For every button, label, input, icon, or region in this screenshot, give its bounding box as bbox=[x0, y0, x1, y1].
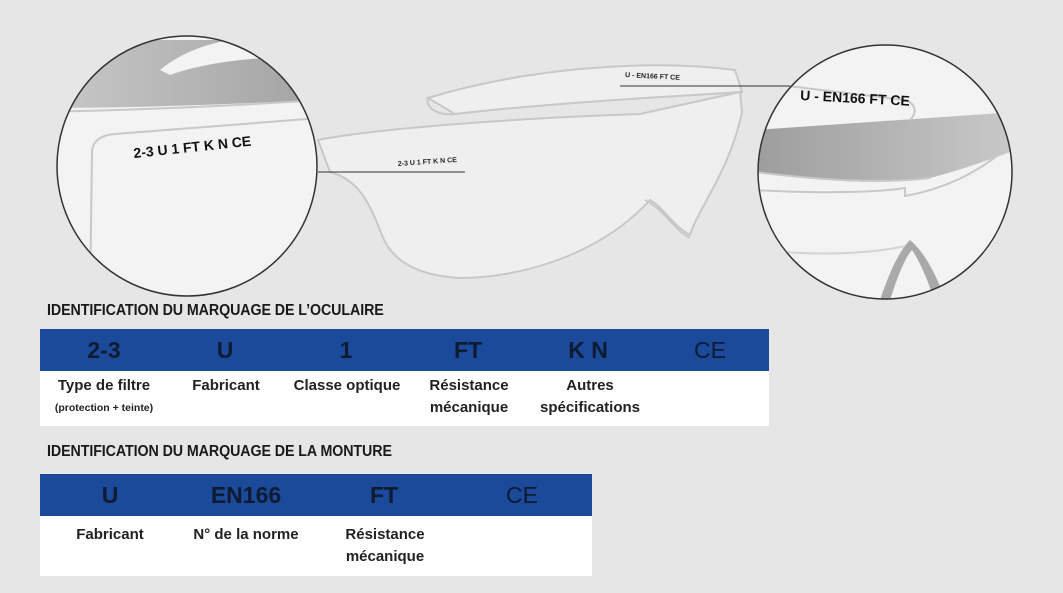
label-frame-manufacturer: Fabricant bbox=[76, 526, 144, 543]
label-manufacturer: Fabricant bbox=[192, 377, 260, 394]
label-other-specs: Autres spécifications bbox=[539, 377, 641, 416]
ce-mark: CE bbox=[694, 337, 726, 363]
ocular-marking-table bbox=[40, 329, 769, 426]
code-optical-class: 1 bbox=[339, 337, 353, 363]
frame-marking-small: U - EN166 FT CE bbox=[624, 72, 681, 82]
label-filter-type: Type de filtre (protection + teinte) bbox=[54, 377, 154, 414]
code-manufacturer: U bbox=[216, 337, 234, 363]
ocular-code-band bbox=[40, 329, 769, 371]
lens-marking-zoom: 2-3 U 1 FT K N CE bbox=[132, 132, 252, 161]
code-frame-manufacturer: U bbox=[101, 482, 119, 508]
label-mechanical-strength: Résistance mécanique bbox=[429, 377, 509, 416]
code-standard-number: EN166 bbox=[210, 482, 282, 508]
code-mechanical-strength: FT bbox=[453, 337, 483, 363]
ocular-section-title: IDENTIFICATION DU MARQUAGE DE L’OCULAIRE bbox=[47, 302, 384, 319]
frame-magnifier bbox=[755, 45, 1015, 300]
lens-magnifier bbox=[40, 36, 320, 300]
frame-code-band bbox=[40, 474, 592, 516]
frame-section-title: IDENTIFICATION DU MARQUAGE DE LA MONTURE bbox=[47, 443, 392, 460]
label-frame-mechanical-strength: Résistance mécanique bbox=[345, 526, 425, 565]
label-optical-class: Classe optique bbox=[293, 377, 401, 394]
label-standard-number: N° de la norme bbox=[193, 526, 299, 543]
code-frame-mechanical-strength: FT bbox=[369, 482, 399, 508]
code-other-specs: K N bbox=[568, 337, 608, 363]
frame-marking-table bbox=[40, 474, 592, 576]
lens-marking-small: 2-3 U 1 FT K N CE bbox=[397, 156, 458, 168]
frame-marking-zoom: U - EN166 FT CE bbox=[799, 87, 911, 109]
code-filter-type: 2-3 bbox=[87, 337, 121, 363]
frame-ce-mark: CE bbox=[506, 482, 538, 508]
